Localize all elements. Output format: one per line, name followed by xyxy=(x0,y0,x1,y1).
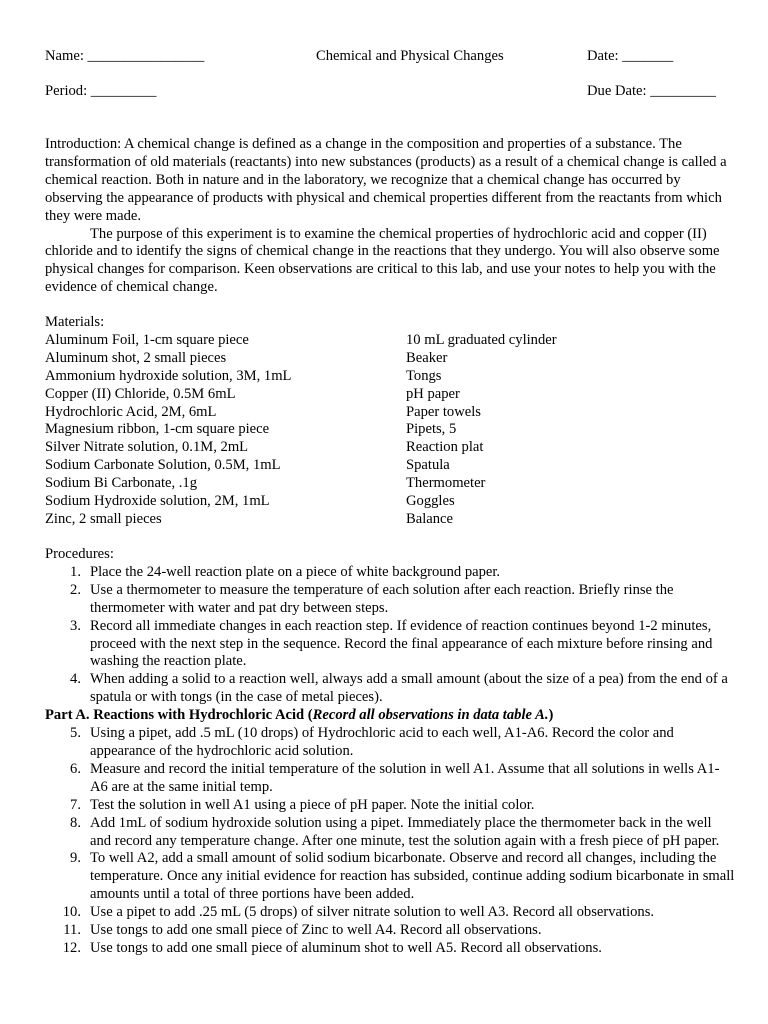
procedure-step xyxy=(45,761,735,797)
materials-right-column xyxy=(406,314,557,529)
materials-heading: Materials: xyxy=(45,314,105,330)
procedure-step xyxy=(45,564,735,582)
procedure-step xyxy=(45,725,735,761)
intro-paragraph-2: The purpose of this experiment is to examine the chemical properties of hydrochloric acid and copper (II) chloride and to identify the signs of chemical change in the reactions that they undergo. You will also observe some physical changes for comparison. Keen observations are critical to this lab, and use your notes to help you with the evidence of chemical change. xyxy=(45,225,720,296)
procedure-step xyxy=(45,671,735,707)
step-number: 4. xyxy=(70,671,81,688)
equipment-item: Beaker xyxy=(406,349,448,366)
procedure-step xyxy=(45,904,735,922)
step-number: 5. xyxy=(70,725,81,742)
procedure-step xyxy=(45,797,735,815)
procedures-section xyxy=(45,546,735,958)
procedure-step xyxy=(45,850,735,904)
step-text: To well A2, add a small amount of solid sodium bicarbonate. Observe and record all changes, including the temperature. Once any initial evidence for reaction has subsided, continue adding sodium bicarbonate in small amounts until a total of three portions have been added. xyxy=(90,850,735,903)
date-field-label: Date: _______ xyxy=(587,48,674,64)
part-a-instruction: Record all observations in data table A. xyxy=(312,707,549,724)
material-item: Zinc, 2 small pieces xyxy=(45,510,162,527)
step-number: 3. xyxy=(70,617,81,634)
name-field-label: Name: ________________ xyxy=(45,48,205,64)
step-text: Use tongs to add one small piece of aluminum shot to well A5. Record all observations. xyxy=(90,939,602,956)
step-number: 7. xyxy=(70,796,81,813)
procedure-step xyxy=(45,618,735,672)
equipment-item: Spatula xyxy=(406,457,450,474)
step-number: 8. xyxy=(70,814,81,831)
document-title: Chemical and Physical Changes xyxy=(316,48,504,64)
step-text: Record all immediate changes in each reaction step. If evidence of reaction continues beyond 1-2 minutes, proceed with the next step in the sequence. Record the final appearance of each mixture before rinsing and washing the reaction plate. xyxy=(90,617,713,670)
materials-left-column xyxy=(45,314,291,529)
equipment-item: 10 mL graduated cylinder xyxy=(406,331,557,348)
procedures-heading: Procedures: xyxy=(45,546,114,562)
material-item: Sodium Bi Carbonate, .1g xyxy=(45,475,198,492)
step-number: 9. xyxy=(70,850,81,867)
part-a-close: ) xyxy=(548,707,554,724)
material-item: Magnesium ribbon, 1-cm square piece xyxy=(45,421,270,438)
procedure-step xyxy=(45,582,735,618)
step-text: Place the 24-well reaction plate on a piece of white background paper. xyxy=(90,563,501,580)
step-number: 12. xyxy=(62,939,81,956)
equipment-item: Pipets, 5 xyxy=(406,421,457,438)
material-item: Aluminum Foil, 1-cm square piece xyxy=(45,331,249,348)
equipment-item: Balance xyxy=(406,510,453,527)
material-item: Hydrochloric Acid, 2M, 6mL xyxy=(45,403,217,420)
equipment-item: Paper towels xyxy=(406,403,481,420)
material-item: Ammonium hydroxide solution, 3M, 1mL xyxy=(45,367,292,384)
procedure-step xyxy=(45,922,735,940)
part-a-heading xyxy=(45,707,735,725)
introduction-section xyxy=(45,136,727,297)
step-number: 10. xyxy=(62,904,81,921)
procedure-step xyxy=(45,815,735,851)
procedure-step xyxy=(45,940,735,958)
step-text: Use a pipet to add .25 mL (5 drops) of silver nitrate solution to well A3. Record all observations. xyxy=(90,904,655,921)
material-item: Copper (II) Chloride, 0.5M 6mL xyxy=(45,385,236,402)
step-text: When adding a solid to a reaction well, always add a small amount (about the size of a pea) from the end of a spatula or with tongs (in the case of metal pieces). xyxy=(90,671,728,706)
step-text: Measure and record the initial temperature of the solution in well A1. Assume that all solutions in wells A1-A6 are at the same initial temp. xyxy=(90,760,720,795)
equipment-item: Goggles xyxy=(406,493,455,510)
step-text: Use a thermometer to measure the temperature of each solution after each reaction. Briefly rinse the thermometer with water and pat dry between steps. xyxy=(90,581,674,616)
step-text: Test the solution in well A1 using a piece of pH paper. Note the initial color. xyxy=(90,796,535,813)
intro-paragraph-1: Introduction: A chemical change is defined as a change in the composition and properties of a substance. The transformation of old materials (reactants) into new substances (products) as a result of a chemical change is called a chemical reaction. Both in nature and in the laboratory, we recognize that a chemical change has occurred by observing the appearance of products with physical and chemical properties different from the reactants from which they were made. xyxy=(45,136,727,224)
equipment-item: pH paper xyxy=(406,385,460,402)
material-item: Sodium Carbonate Solution, 0.5M, 1mL xyxy=(45,457,281,474)
material-item: Silver Nitrate solution, 0.1M, 2mL xyxy=(45,439,249,456)
material-item: Sodium Hydroxide solution, 2M, 1mL xyxy=(45,493,270,510)
step-text: Using a pipet, add .5 mL (10 drops) of Hydrochloric acid to each well, A1-A6. Record the color and appearance of the hydrochloric acid solution. xyxy=(90,725,674,759)
step-number: 2. xyxy=(70,581,81,598)
step-number: 1. xyxy=(70,563,81,580)
step-text: Add 1mL of sodium hydroxide solution using a pipet. Immediately place the thermometer back in the well and record any temperature change. After one minute, test the solution again with a fresh piece of pH paper. xyxy=(90,814,720,849)
step-number: 11. xyxy=(63,922,81,939)
part-a-title: Part A. Reactions with Hydrochloric Acid ( xyxy=(45,707,313,724)
due-date-field-label: Due Date: _________ xyxy=(587,83,716,99)
period-field-label: Period: _________ xyxy=(45,83,157,99)
material-item: Aluminum shot, 2 small pieces xyxy=(45,349,227,366)
step-text: Use tongs to add one small piece of Zinc to well A4. Record all observations. xyxy=(90,922,542,939)
equipment-item: Reaction plat xyxy=(406,439,484,456)
equipment-item: Tongs xyxy=(406,367,442,384)
equipment-item: Thermometer xyxy=(406,475,486,492)
step-number: 6. xyxy=(70,760,81,777)
